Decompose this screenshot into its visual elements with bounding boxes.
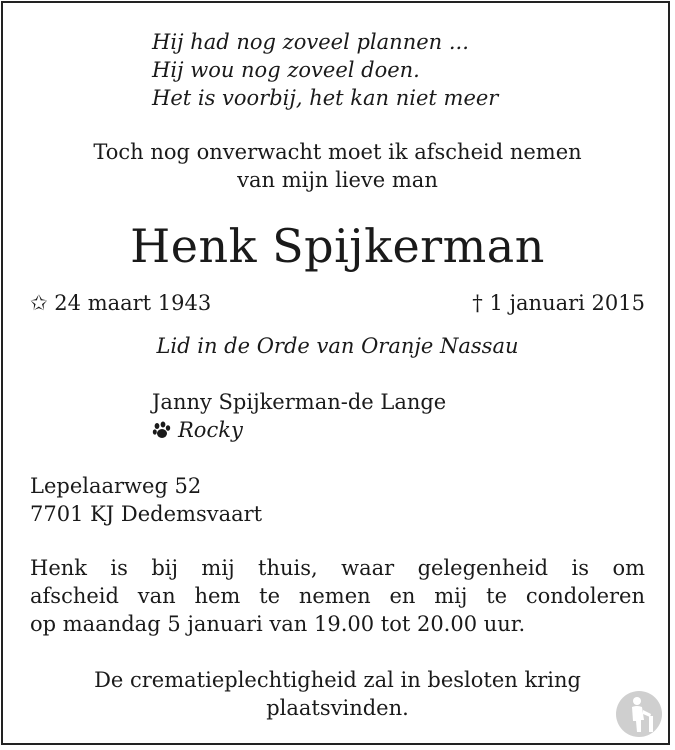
memorial-figure-icon <box>615 690 663 738</box>
spouse-name: Janny Spijkerman-de Lange <box>152 390 447 414</box>
visitation-line-2: afscheid van hem te nemen en mij te condoleren <box>30 584 645 608</box>
intro-line-1: Toch nog onverwacht moet ik afscheid nemen <box>93 140 582 164</box>
birth-date <box>30 289 211 317</box>
pet-name: Rocky <box>178 418 243 442</box>
poem-line-3: Het is voorbij, het kan niet meer <box>152 86 499 110</box>
poem-line-2: Hij wou nog zoveel doen. <box>152 58 420 82</box>
star-icon: ✩ <box>30 291 48 315</box>
address-street: Lepelaarweg 52 <box>30 474 202 498</box>
paw-print-icon <box>152 421 172 439</box>
address-city: 7701 KJ Dedemsvaart <box>30 502 263 526</box>
visitation-line-1: Henk is bij mij thuis, waar gelegenheid is om <box>30 556 645 580</box>
cremation-line-2: plaatsvinden. <box>266 696 409 720</box>
poem-line-1: Hij had nog zoveel plannen ... <box>152 30 469 54</box>
cremation-line-1: De crematieplechtigheid zal in besloten kring <box>94 668 581 692</box>
pet-line <box>152 416 243 444</box>
honor-line: Lid in de Orde van Oranje Nassau <box>156 334 519 358</box>
visitation-paragraph <box>30 554 645 638</box>
death-date-text: 1 januari 2015 <box>489 291 645 315</box>
deceased-name: Henk Spijkerman <box>130 219 545 273</box>
intro-line-2: van mijn lieve man <box>237 168 438 192</box>
visitation-line-3: op maandag 5 januari van 19.00 tot 20.00 uur. <box>30 612 526 636</box>
cross-icon: † <box>472 291 483 315</box>
birth-date-text: 24 maart 1943 <box>54 291 212 315</box>
death-date <box>472 289 645 317</box>
